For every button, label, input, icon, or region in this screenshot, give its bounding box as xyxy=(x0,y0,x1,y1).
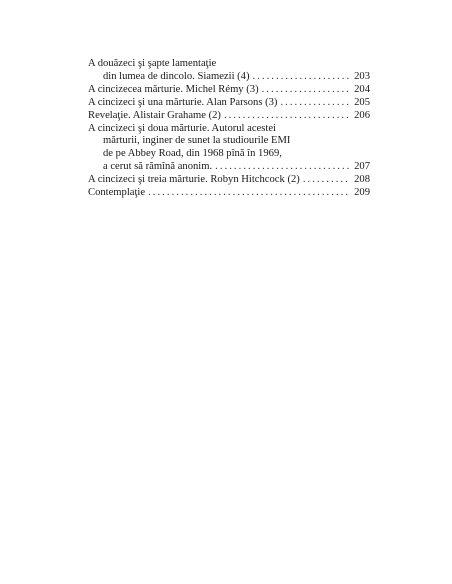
toc-entry-title: Revelaţie. Alistair Grahame (2) xyxy=(88,109,221,121)
toc-page-number: 209 xyxy=(354,187,370,199)
toc-entry-title: Contemplaţie xyxy=(88,187,146,199)
toc-entry-title: A cincizecea mărturie. Michel Rémy (3) xyxy=(88,83,259,95)
dot-leader xyxy=(148,187,349,200)
toc-entry xyxy=(88,58,370,84)
toc-page-number: 203 xyxy=(354,70,370,82)
toc-page-number: 204 xyxy=(354,83,370,95)
toc-entry xyxy=(88,84,370,97)
toc-entry-title: mărturii, inginer de sunet la studiourile EMI xyxy=(103,135,291,147)
toc-page-number: 206 xyxy=(354,109,370,121)
dot-leader xyxy=(253,71,349,84)
toc-entry-title: A cincizeci şi treia mărturie. Robyn Hitchcock (2) xyxy=(88,174,300,186)
toc-entry-title: A douăzeci şi şapte lamentaţie xyxy=(88,58,217,69)
toc-entry-title: A cincizeci şi doua mărturie. Autorul acestei xyxy=(88,122,276,134)
toc-entry xyxy=(88,187,370,200)
toc-entry xyxy=(88,110,370,123)
toc-page-number: 207 xyxy=(354,161,370,173)
dot-leader xyxy=(262,84,349,97)
toc-entry-title: A cincizeci şi una mărturie. Alan Parsons (3) xyxy=(88,96,278,108)
dot-leader xyxy=(303,174,349,187)
dot-leader xyxy=(215,161,349,174)
toc-entry-title: din lumea de dincolo. Siamezii (4) xyxy=(103,70,250,82)
toc-entry-title: de pe Abbey Road, din 1968 pînă în 1969, xyxy=(103,148,282,160)
toc-entry xyxy=(88,174,370,187)
toc-entry-title: a cerut să rămînă anonim. xyxy=(103,161,213,173)
toc-entry xyxy=(88,97,370,110)
toc-page-number: 208 xyxy=(354,174,370,186)
toc-entry xyxy=(88,123,370,175)
table-of-contents xyxy=(88,58,370,200)
toc-page-number: 205 xyxy=(354,96,370,108)
dot-leader xyxy=(224,110,349,123)
dot-leader xyxy=(280,97,349,110)
